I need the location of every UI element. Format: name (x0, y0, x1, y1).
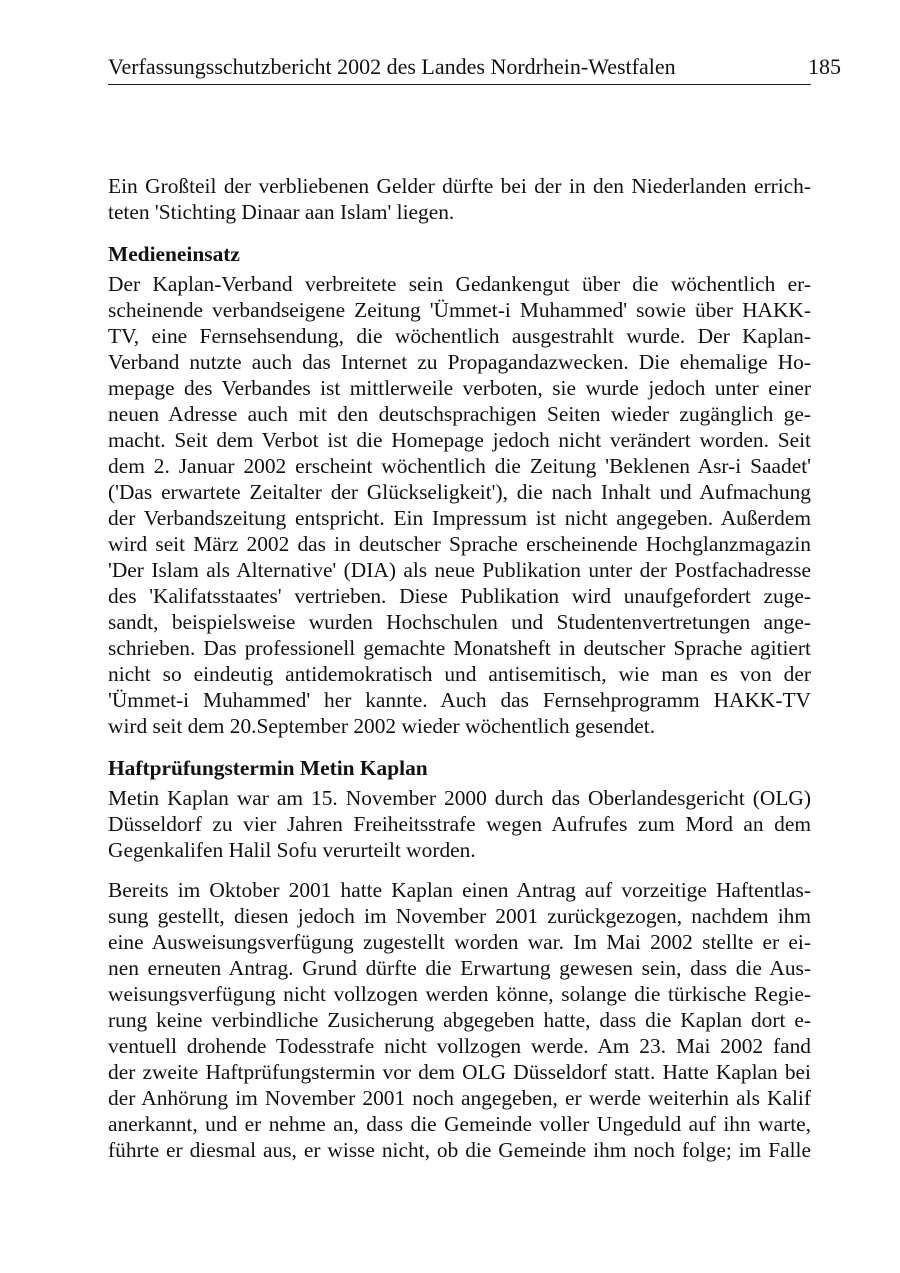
text-line: wird seit März 2002 das in deutscher Sprache erscheinende Hochglanzmagazin (108, 532, 811, 556)
text-line: nen erneuten Antrag. Grund dürfte die Erwartung gewesen sein, dass die Aus- (108, 956, 811, 980)
text-line: der Verbandszeitung entspricht. Ein Impressum ist nicht angegeben. Außerdem (108, 506, 811, 530)
text-line: sung gestellt, diesen jedoch im November 2001 zurückgezogen, nachdem ihm (108, 904, 811, 928)
section-heading: Haftprüfungstermin Metin Kaplan (108, 756, 428, 780)
text-line: des 'Kalifatsstaates' vertrieben. Diese Publikation wird unaufgefordert zuge- (108, 584, 811, 608)
text-line: neuen Adresse auch mit den deutschsprachigen Seiten wieder zugänglich ge- (108, 402, 811, 426)
section-heading: Medieneinsatz (108, 242, 240, 266)
text-line: führte er diesmal aus, er wisse nicht, ob die Gemeinde ihm noch folge; im Falle (108, 1138, 811, 1162)
text-line: schrieben. Das professionell gemachte Monatsheft in deutscher Sprache agitiert (108, 636, 811, 660)
text-line: 'Ümmet-i Muhammed' her kannte. Auch das Fernsehprogramm HAKK-TV (108, 688, 811, 712)
paragraph (108, 877, 811, 1163)
text-line: Düsseldorf zu vier Jahren Freiheitsstrafe wegen Aufrufes zum Mord an dem (108, 812, 811, 836)
text-line: Gegenkalifen Halil Sofu verurteilt worden. (108, 838, 476, 862)
page-number: 185 (808, 54, 841, 79)
text-line: wird seit dem 20.September 2002 wieder wöchentlich gesendet. (108, 714, 656, 738)
text-line: scheinende verbandseigene Zeitung 'Ümmet-i Muhammed' sowie über HAKK- (108, 298, 811, 322)
text-line: Metin Kaplan war am 15. November 2000 durch das Oberlandesgericht (OLG) (108, 786, 811, 810)
text-line: Ein Großteil der verbliebenen Gelder dürfte bei der in den Niederlanden errich- (108, 174, 811, 198)
text-line: teten 'Stichting Dinaar aan Islam' liegen. (108, 200, 455, 224)
text-line: der Anhörung im November 2001 noch angegeben, er werde weiterhin als Kalif (108, 1086, 811, 1110)
text-line: anerkannt, und er nehme an, dass die Gemeinde voller Ungeduld auf ihn warte, (108, 1112, 811, 1136)
text-line: weisungsverfügung nicht vollzogen werden könne, solange die türkische Regie- (108, 982, 811, 1006)
text-line: Verband nutzte auch das Internet zu Propagandazwecken. Die ehemalige Ho- (108, 350, 811, 374)
text-line: ventuell drohende Todesstrafe nicht vollzogen werde. Am 23. Mai 2002 fand (108, 1034, 811, 1058)
text-line: macht. Seit dem Verbot ist die Homepage jedoch nicht verändert worden. Seit (108, 428, 811, 452)
text-line: ('Das erwartete Zeitalter der Glückseligkeit'), die nach Inhalt und Aufmachung (108, 480, 811, 504)
text-line: eine Ausweisungsverfügung zugestellt worden war. Im Mai 2002 stellte er ei- (108, 930, 811, 954)
text-line: dem 2. Januar 2002 erscheint wöchentlich die Zeitung 'Beklenen Asr-i Saadet' (108, 454, 811, 478)
paragraph (108, 785, 811, 863)
running-title: Verfassungsschutzbericht 2002 des Landes Nordrhein-Westfalen (108, 54, 676, 79)
page-header (108, 54, 841, 85)
paragraph (108, 271, 811, 739)
paragraph (108, 173, 811, 225)
text-line: TV, eine Fernsehsendung, die wöchentlich ausgestrahlt wurde. Der Kaplan- (108, 324, 811, 348)
text-line: 'Der Islam als Alternative' (DIA) als neue Publikation unter der Postfachadresse (108, 558, 811, 582)
text-line: mepage des Verbandes ist mittlerweile verboten, sie wurde jedoch unter einer (108, 376, 811, 400)
text-line: sandt, beispielsweise wurden Hochschulen und Studentenvertretungen ange- (108, 610, 811, 634)
text-line: nicht so eindeutig antidemokratisch und antisemitisch, wie man es von der (108, 662, 811, 686)
text-line: Der Kaplan-Verband verbreitete sein Gedankengut über die wöchentlich er- (108, 272, 811, 296)
text-line: Bereits im Oktober 2001 hatte Kaplan einen Antrag auf vorzeitige Haftentlas- (108, 878, 811, 902)
text-line: der zweite Haftprüfungstermin vor dem OLG Düsseldorf statt. Hatte Kaplan bei (108, 1060, 811, 1084)
text-line: rung keine verbindliche Zusicherung abgegeben hatte, dass die Kaplan dort e- (108, 1008, 811, 1032)
document-body (108, 173, 811, 1163)
